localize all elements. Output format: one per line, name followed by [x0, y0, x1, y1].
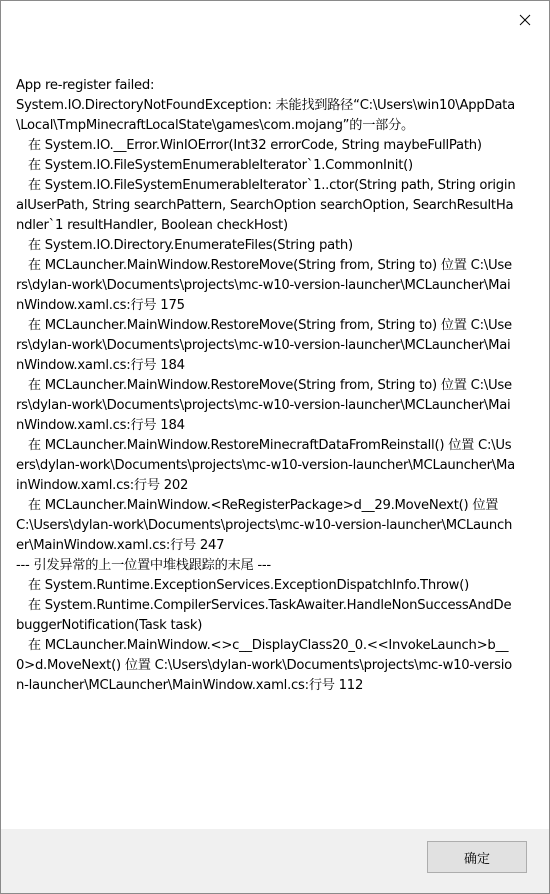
error-message-text: App re-register failed: System.IO.DirectoryNotFoundException: 未能找到路径“C:\Users\win10\AppData\Local\TmpMinecraftLocalState\games\com.mojang”的一部分。 在 System.IO.__Error.WinIOError(Int32 errorCode, String maybeFullPath) 在 System.IO.FileSystemEnumerableIterator`1.CommonInit() 在 System.IO.FileSystemEnumerableIterator`1..ctor(String path, String originalUserPath, String searchPattern, SearchOption searchOption, SearchResultHandler`1 resultHandler, Boolean checkHost) 在 System.IO.Directory.EnumerateFiles(String path) 在 MCLauncher.MainWindow.RestoreMove(String from, String to) 位置 C:\Users\dylan-work\Documents\projects\mc-w10-version-launcher\MCLauncher\MainWindow.xaml.cs:行号 175 在 MCLauncher.MainWindow.RestoreMove(String from, String to) 位置 C:\Users\dylan-work\Documents\projects\mc-w10-version-launcher\MCLauncher\MainWindow.xaml.cs:行号 184 在 MCLauncher.MainWindow.RestoreMove(String from, String to) 位置 C:\Users\dylan-work\Documents\projects\mc-w10-version-launcher\MCLauncher\MainWindow.xaml.cs:行号 184 在 MCLauncher.MainWindow.RestoreMinecraftDataFromReinstall() 位置 C:\Users\dylan-work\Documents\projects\mc-w10-version-launcher\MCLauncher\MainWindow.xaml.cs:行号 202 在 MCLauncher.MainWindow.<ReRegisterPackage>d__29.MoveNext() 位置 C:\Users\dylan-work\Documents\projects\mc-w10-version-launcher\MCLauncher\MainWindow.xaml.cs:行号 247 --- 引发异常的上一位置中堆栈跟踪的末尾 --- 在 System.Runtime.ExceptionServices.ExceptionDispatchInfo.Throw() 在 System.Runtime.CompilerServices.TaskAwaiter.HandleNonSuccessAndDebuggerNotification(Task task) 在 MCLauncher.MainWindow.<>c__DisplayClass20_0.<<InvokeLaunch>b__0>d.MoveNext() 位置 C:\Users\dylan-work\Documents\projects\mc-w10-version-launcher\MCLauncher\MainWindow.xaml.cs:行号 112 [16, 78, 516, 693]
close-icon [519, 14, 531, 26]
ok-button[interactable]: 确定 [427, 841, 527, 873]
close-button[interactable] [502, 2, 548, 38]
dialog-footer [1, 829, 549, 893]
